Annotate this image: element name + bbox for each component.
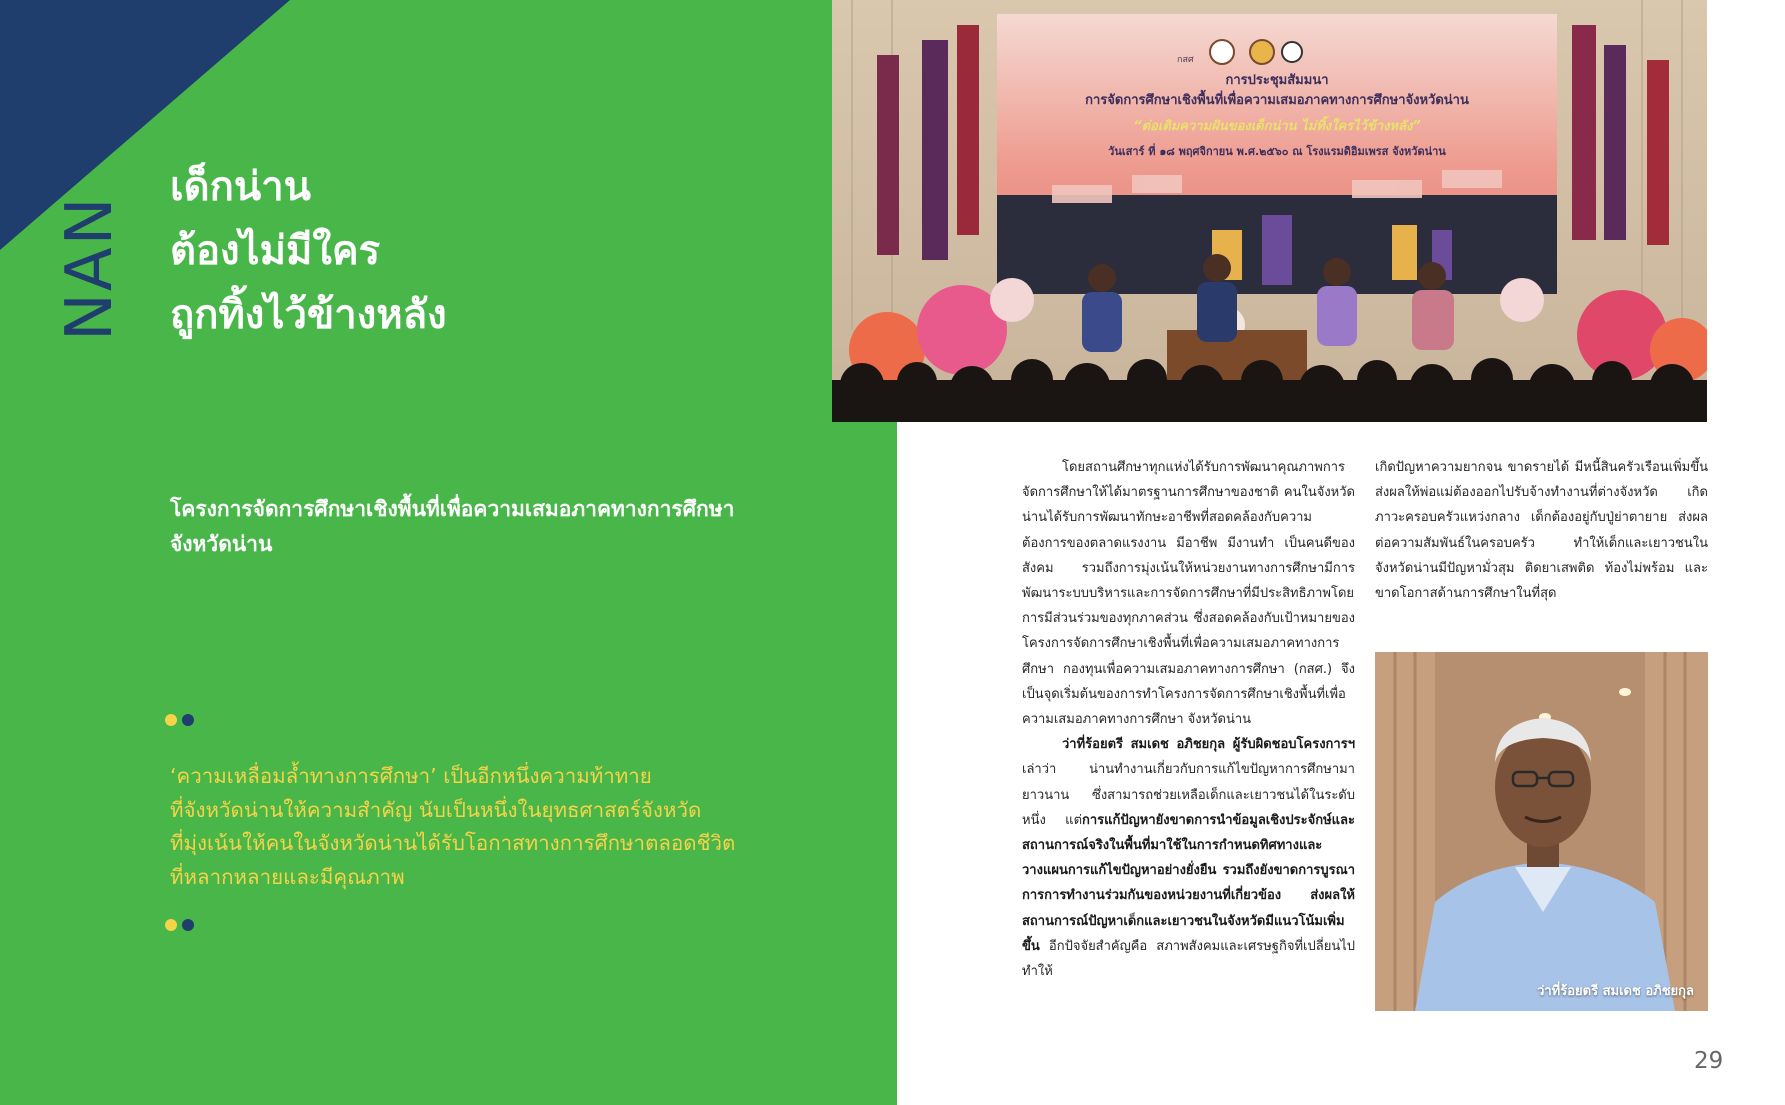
pull-quote <box>170 760 890 894</box>
body-column-2 <box>1375 455 1708 606</box>
subtitle-line: จังหวัดน่าน <box>170 532 273 556</box>
page-number: 29 <box>1694 1048 1724 1074</box>
seminar-photo <box>832 0 1707 422</box>
banner-line-3: “ต่อเติมความฝันของเด็กน่าน ไม่ทิ้งใครไว้ข้างหลัง” <box>1133 119 1421 134</box>
quote-line: ที่มุ่งเน้นให้คนในจังหวัดน่านได้รับโอกาสทางการศึกษาตลอดชีวิต <box>170 831 736 855</box>
portrait-caption: ว่าที่ร้อยตรี สมเดช อภิชยกุล <box>1537 984 1694 999</box>
quote-line: ที่หลากหลายและมีคุณภาพ <box>170 864 405 889</box>
banner-line-2: การจัดการศึกษาเชิงพื้นที่เพื่อความเสมอภาคทางการศึกษาจังหวัดน่าน <box>1085 93 1469 108</box>
bold-speaker: ว่าที่ร้อยตรี สมเดช อภิชยกุล ผู้รับผิดชอบโครงการฯ <box>1062 737 1355 753</box>
body-paragraph: เกิดปัญหาความยากจน ขาดรายได้ มีหนี้สินครัวเรือนเพิ่มขึ้น ส่งผลให้พ่อแม่ต้องออกไปรับจ้างทำงานที่ต่างจังหวัด เกิดภาวะครอบครัวแหว่งกลาง เด็กต้องอยู่กับปู่ย่าตายาย ส่งผลต่อความสัมพันธ์ในครอบครัว ทำให้เด็กและเยาวชนในจังหวัดน่านมีปัญหามั่วสุม ติดยาเสพติด ท้องไม่พร้อม และขาดโอกาสด้านการศึกษาในที่สุด <box>1375 460 1708 602</box>
yellow-dot <box>165 714 177 726</box>
banner-line-1: การประชุมสัมมนา <box>1225 73 1329 88</box>
text-run: อีกปัจจัยสำคัญคือ สภาพสังคมและเศรษฐกิจที่เปลี่ยนไป ทำให้ <box>1022 938 1355 980</box>
project-subtitle <box>170 492 810 562</box>
page-title <box>170 155 870 347</box>
navy-dot <box>182 714 194 726</box>
side-label-nan: NAN <box>53 195 127 341</box>
text-run: เล่าว่า น่านทำงานเกี่ยวกับการแก้ไขปัญหาการศึกษามายาวนาน ซึ่งสามารถช่วยเหลือเด็กและเยาวชนได้ในระดับหนึ่ง แต่ <box>1022 762 1355 828</box>
portrait-photo <box>1375 652 1708 1011</box>
seminar-stage-illustration <box>832 0 1707 422</box>
body-column-1 <box>1022 455 1355 984</box>
body-paragraph-2 <box>1022 732 1355 984</box>
subtitle-line: โครงการจัดการศึกษาเชิงพื้นที่เพื่อความเสมอภาคทางการศึกษา <box>170 497 735 521</box>
quote-line: ‘ความเหลื่อมล้ำทางการศึกษา’ เป็นอีกหนึ่งความท้าทาย <box>170 764 652 788</box>
dots-ornament-bottom <box>165 919 205 933</box>
title-line: ถูกทิ้งไว้ข้างหลัง <box>170 292 447 338</box>
navy-dot <box>182 919 194 931</box>
banner-line-4: วันเสาร์ ที่ ๑๘ พฤศจิกายน พ.ศ.๒๕๖๐ ณ โรงแรมดิอิมเพรส จังหวัดน่าน <box>1108 145 1446 158</box>
title-line: เด็กน่าน <box>170 164 312 210</box>
banner-logo-text: กสศ <box>1177 54 1194 64</box>
bold-run: การแก้ปัญหายังขาดการนำข้อมูลเชิงประจักษ์และสถานการณ์จริงในพื้นที่มาใช้ในการกำหนดทิศทางและวางแผนการแก้ไขปัญหาอย่างยั่งยืน รวมถึงยังขาดการบูรณาการการทำงานร่วมกันของหน่วยงานที่เกี่ยวข้อง ส่งผลให้สถานการณ์ปัญหาเด็กและเยาวชนในจังหวัดมีแนวโน้มเพิ่มขึ้น <box>1022 812 1355 954</box>
quote-line: ที่จังหวัดน่านให้ความสำคัญ นับเป็นหนึ่งในยุทธศาสตร์จังหวัด <box>170 797 702 822</box>
yellow-dot <box>165 919 177 931</box>
dots-ornament-top <box>165 714 205 728</box>
body-paragraph: โดยสถานศึกษาทุกแห่งได้รับการพัฒนาคุณภาพการจัดการศึกษาให้ได้มาตรฐานการศึกษาของชาติ คนในจังหวัดน่านได้รับการพัฒนาทักษะอาชีพที่สอดคล้องกับความต้องการของตลาดแรงงาน มีอาชีพ มีงานทำ เป็นคนดีของสังคม รวมถึงการมุ่งเน้นให้หน่วยงานทางการศึกษามีการพัฒนาระบบบริหารและการจัดการศึกษาที่มีประสิทธิภาพโดยการมีส่วนร่วมของทุกภาคส่วน ซึ่งสอดคล้องกับเป้าหมายของโครงการจัดการศึกษาเชิงพื้นที่เพื่อความเสมอภาคทางการศึกษา กองทุนเพื่อความเสมอภาคทางการศึกษา (กสศ.) จึงเป็นจุดเริ่มต้นของการทำโครงการจัดการศึกษาเชิงพื้นที่เพื่อความเสมอภาคทางการศึกษา จังหวัดน่าน <box>1022 460 1355 728</box>
title-line: ต้องไม่มีใคร <box>170 228 381 274</box>
portrait-illustration <box>1375 652 1708 1011</box>
